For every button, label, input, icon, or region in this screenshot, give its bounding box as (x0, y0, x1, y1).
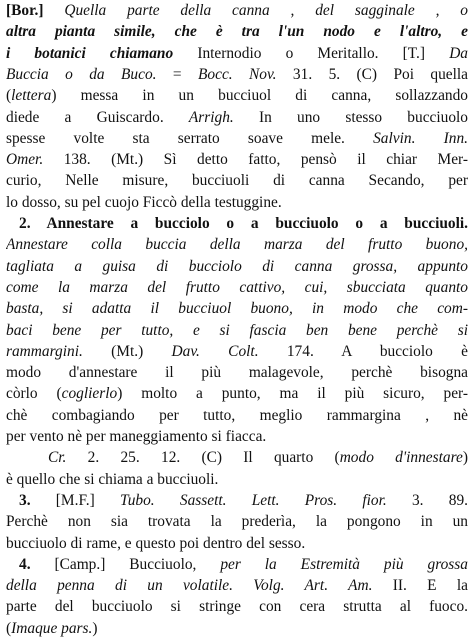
text-segment: 31. 5. (C) Poi quella (276, 65, 468, 83)
text-line (6, 406, 468, 426)
text-segment: 3. (19, 491, 56, 509)
text-segment: i botanici chiamano (6, 44, 198, 62)
text-segment: Volg. Art. Am. (253, 577, 373, 595)
text-line (6, 171, 468, 191)
text-segment: lo dosso, su pel cuojo Ficcò della testuggine. (6, 193, 282, 211)
text-segment: lettera (11, 87, 52, 105)
text-segment: come la marza del frutto cattivo, cui, sbucciata quanto (6, 278, 468, 296)
text-segment: II. E la (372, 577, 468, 595)
text-segment: per vento nè per maneggiamento si fiacca. (6, 428, 267, 445)
text-line (6, 150, 468, 170)
text-segment: Tubo. Sassett. Lett. Pros. fior. (120, 491, 387, 509)
text-line (19, 214, 468, 234)
text-line (6, 619, 468, 639)
text-line (6, 44, 468, 64)
text-line (6, 299, 468, 319)
text-line (6, 534, 468, 554)
text-line (6, 193, 468, 213)
text-segment: In uno stesso bucciuolo (233, 108, 468, 126)
text-segment: bucciuolo di rame, e questo poi dentro del sesso. (6, 534, 306, 552)
text-segment: tagliata a guisa di bucciolo di canna grossa, appunto (6, 257, 468, 275)
text-segment: 2. 25. 12. (C) Il quarto ( (66, 449, 340, 467)
text-segment: è quello che si chiama a bucciuoli. (6, 470, 219, 488)
text-line (6, 363, 468, 383)
text-segment: parte del bucciuolo si stringe con cera strutta al fuoco. (6, 598, 468, 616)
text-segment: Internodio o Meritallo. [T.] (197, 44, 450, 62)
text-segment: Salvin. Inn. (373, 129, 468, 147)
text-segment: [M.F.] (55, 491, 120, 509)
text-segment: modo d'innestare (339, 449, 463, 467)
text-segment: modo d'annestare il più malagevole, perchè bisogna (6, 364, 468, 382)
text-segment: per la Estremità più grossa (220, 555, 468, 573)
text-segment: [Camp.] (54, 555, 130, 573)
text-segment: Cr. (48, 449, 67, 467)
text-segment: Quella parte della canna , del sagginale , o (64, 2, 468, 19)
text-segment: (Mt.) (82, 342, 172, 360)
text-segment: baci bene per tutto, e si fascia ben bene perchè si (6, 321, 468, 339)
text-segment: 174. A bucciolo è (258, 342, 468, 360)
text-segment: Bucciuolo, (129, 555, 221, 573)
text-segment: coglierlo (61, 385, 118, 403)
text-segment: basta, si adatta il bucciuol buono, in modo che com- (6, 300, 468, 318)
text-segment: spesse volte sta serrato soave mele. (6, 129, 374, 147)
text-segment: della penna di un volatile. (6, 577, 233, 595)
text-segment: = (156, 65, 199, 83)
text-segment: Imaque pars. (11, 619, 93, 637)
text-line (6, 427, 468, 447)
text-line (6, 278, 468, 298)
text-segment: 138. (Mt.) Sì detto fatto, pensò il chiar Mer- (43, 151, 468, 169)
text-segment: 3. 89. (386, 491, 468, 509)
text-line (6, 22, 468, 42)
text-line (48, 448, 468, 468)
text-line (6, 384, 468, 404)
text-segment: ) messa in un bucciuol di canna, sollazzando (51, 87, 468, 105)
text-segment: 4. (19, 555, 55, 573)
text-segment: ) (462, 449, 468, 467)
text-line (6, 597, 468, 617)
text-segment: Bocc. Nov. (198, 65, 277, 83)
text-segment: chè combagiando per tutto, meglio rammargina , nè (6, 406, 468, 424)
text-segment: altra pianta simile, che è tra l'un nodo e l'altro, e (6, 23, 468, 41)
text-segment: curio, Nelle misure, bucciuoli di canna Secando, per (6, 172, 468, 190)
text-segment: Omer. (6, 151, 44, 169)
text-line (6, 1, 468, 21)
text-segment: Perchè non sia trovata la prederìa, la pongono in un (6, 513, 468, 531)
text-line (6, 65, 468, 85)
text-segment: ) molto a punto, ma il più sicuro, per- (117, 385, 468, 403)
text-segment: ( (6, 619, 12, 637)
text-line (6, 257, 468, 277)
text-line (19, 491, 468, 511)
text-segment: [Bor.] (6, 2, 65, 19)
text-line (6, 129, 468, 149)
text-line (6, 470, 468, 490)
text-segment: rammargini. (6, 342, 83, 360)
text-segment: còrlo ( (6, 385, 62, 403)
text-line (6, 342, 468, 362)
text-line (6, 512, 468, 532)
text-segment: ( (6, 87, 12, 105)
text-segment: Arrigh. (188, 108, 234, 126)
text-segment: Dav. Colt. (171, 342, 259, 360)
text-segment: Da (449, 44, 468, 62)
text-segment: Buccia o da Buco. (6, 65, 157, 83)
text-segment (233, 577, 253, 594)
text-segment: ) (92, 619, 98, 637)
text-segment: 2. Annestare a bucciolo o a bucciuolo o a bucciuoli. (19, 215, 468, 232)
text-segment: Annestare colla buccia della marza del frutto buono, (6, 236, 468, 254)
text-line (6, 235, 468, 255)
text-line (6, 321, 468, 341)
text-segment: diede a Guiscardo. (6, 108, 189, 126)
text-line (6, 576, 468, 596)
text-line (19, 555, 468, 575)
text-line (6, 86, 468, 106)
text-line (6, 108, 468, 128)
